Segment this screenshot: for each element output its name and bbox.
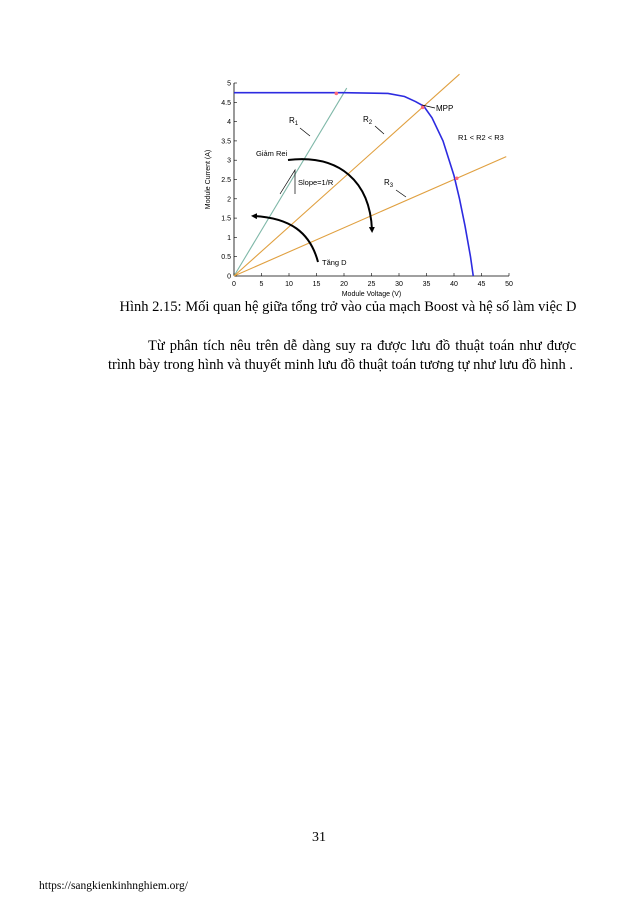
chart-ticks: [205, 81, 513, 299]
x-tick-label: 50: [505, 281, 513, 288]
y-tick-label: 2: [227, 196, 231, 204]
chart-axes: [234, 83, 509, 276]
x-tick-label: 25: [367, 281, 376, 288]
intersection-point: [335, 92, 339, 96]
x-axis-label: Module Voltage (V): [341, 291, 402, 298]
chart-annotations: [254, 104, 504, 267]
r3-label: $R_3$: [384, 178, 394, 189]
y-tick-label: 1: [227, 234, 231, 242]
x-tick-label: 5: [259, 281, 264, 288]
intersection-point: [455, 177, 459, 181]
iv-characteristic-chart: [200, 72, 530, 302]
r2-label: $R_2$: [363, 115, 373, 126]
resistance-order-label: R1 < R2 < R3: [458, 133, 504, 142]
y-tick-label: 2.5: [221, 177, 231, 184]
y-tick-label: 0.5: [221, 254, 231, 262]
r2-arrow: [375, 126, 384, 134]
mpp-label: MPP: [436, 104, 454, 113]
slope-triangle: [280, 170, 295, 194]
x-tick-label: 15: [312, 281, 321, 288]
slope-label: Slope=1/R: [298, 178, 334, 187]
x-tick-label: 40: [450, 281, 458, 288]
load-line-r2: [234, 74, 460, 276]
x-tick-label: 30: [395, 281, 403, 288]
y-tick-label: 4.5: [221, 99, 231, 107]
increase-d-arrow: [254, 216, 318, 262]
decrease-rei-label: Giảm Rei: [256, 149, 288, 158]
r3-arrow: [396, 190, 406, 197]
y-axis-label: Module Current (A): [205, 149, 212, 210]
chart-series: [234, 74, 506, 276]
x-tick-label: 45: [477, 281, 486, 288]
y-tick-label: 5: [227, 80, 231, 88]
figure-caption: Hình 2.15: Mối quan hệ giữa tổng trở vào của mạch Boost và hệ số làm việc D: [119, 299, 577, 315]
y-tick-label: 3.5: [221, 138, 231, 146]
iv-curve: [234, 93, 473, 276]
footer-url: https://sangkienkinhnghiem.org/: [39, 880, 188, 892]
x-tick-label: 0: [232, 281, 236, 288]
y-tick-label: 4: [227, 119, 231, 127]
body-paragraph: Từ phân tích nêu trên dễ dàng suy ra được lưu đồ thuật toán như được trình bày trong hình và thuyết minh lưu đồ thuật toán tương tự như lưu đồ hình .: [108, 338, 576, 373]
x-tick-label: 10: [285, 281, 293, 288]
y-tick-label: 1.5: [221, 215, 231, 223]
increase-d-label: Tăng D: [322, 258, 347, 267]
r1-arrow: [300, 128, 310, 136]
x-tick-label: 35: [422, 281, 431, 288]
y-tick-label: 3: [227, 157, 231, 165]
decrease-rei-arrow: [288, 159, 372, 230]
x-tick-label: 20: [340, 281, 348, 288]
intersection-point: [421, 106, 425, 110]
r1-label: $R_1$: [289, 116, 299, 127]
y-tick-label: 0: [227, 273, 231, 281]
page-number: 31: [312, 830, 326, 845]
